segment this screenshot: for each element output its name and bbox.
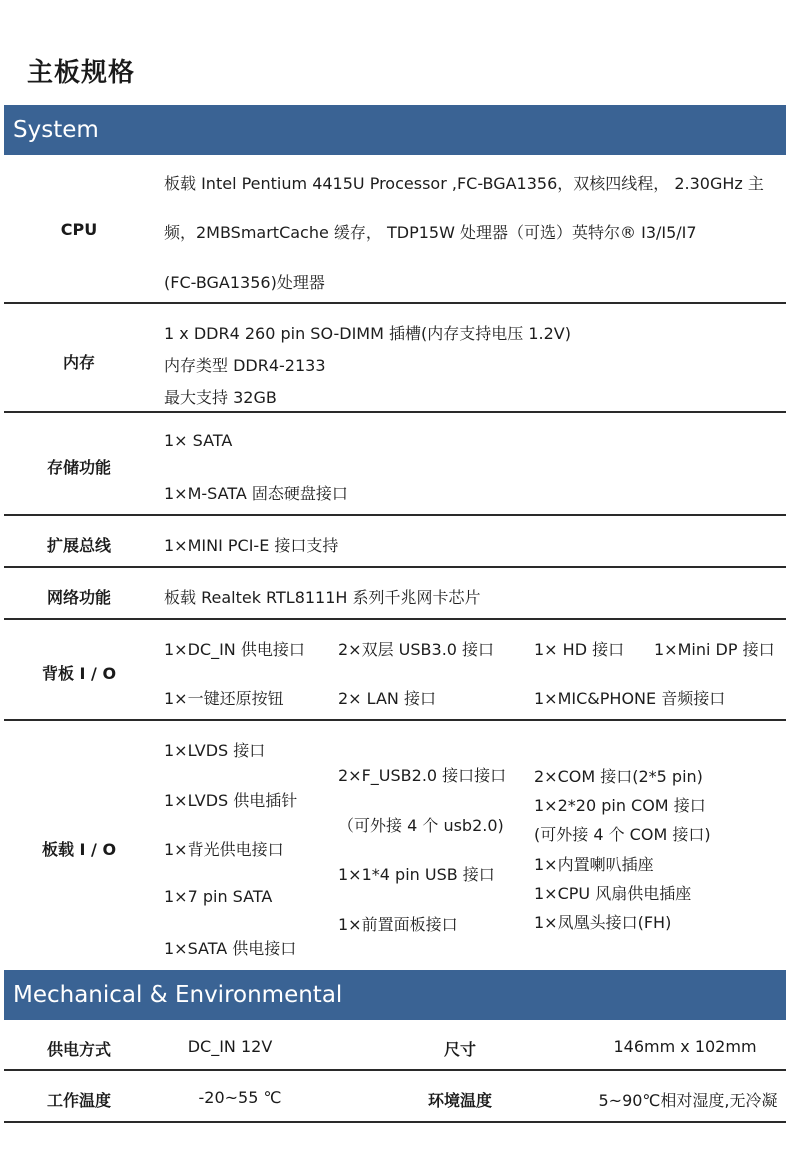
onboard-io-item: 1×LVDS 供电插针 bbox=[164, 791, 298, 810]
section-header-mechanical: Mechanical & Environmental bbox=[4, 970, 786, 1020]
page-title: 主板规格 bbox=[27, 58, 136, 88]
onboard-io-item: 2×F_USB2.0 接口接口 bbox=[338, 766, 507, 785]
row-divider bbox=[4, 411, 786, 413]
onboard-io-item: 1×背光供电接口 bbox=[164, 840, 284, 859]
rear-io-item: 1×一键还原按钮 bbox=[164, 689, 284, 708]
network-label: 网络功能 bbox=[46, 588, 111, 607]
row-divider bbox=[4, 618, 786, 620]
temp-label: 工作温度 bbox=[46, 1091, 111, 1110]
row-divider bbox=[4, 1069, 786, 1071]
storage-line: 1× SATA bbox=[164, 431, 233, 450]
onboard-io-item: (可外接 4 个 COM 接口) bbox=[534, 825, 711, 844]
temp-value: -20~55 ℃ bbox=[198, 1088, 282, 1107]
storage-label: 存储功能 bbox=[46, 458, 111, 477]
onboard-io-item: 1×CPU 风扇供电插座 bbox=[534, 884, 692, 903]
row-divider bbox=[4, 719, 786, 721]
power-value: DC_IN 12V bbox=[187, 1037, 273, 1056]
onboard-io-item: 2×COM 接口(2*5 pin) bbox=[534, 767, 703, 786]
section-header-system: System bbox=[4, 105, 786, 155]
memory-label: 内存 bbox=[62, 353, 95, 372]
onboard-io-item: 1×SATA 供电接口 bbox=[164, 939, 297, 958]
memory-line: 内存类型 DDR4-2133 bbox=[164, 356, 326, 375]
rear-io-item: 1×Mini DP 接口 bbox=[654, 640, 775, 659]
rear-io-label: 背板 I / O bbox=[41, 664, 117, 683]
memory-line: 1 x DDR4 260 pin SO-DIMM 插槽(内存支持电压 1.2V) bbox=[164, 324, 571, 343]
size-label: 尺寸 bbox=[443, 1040, 476, 1059]
storage-line: 1×M-SATA 固态硬盘接口 bbox=[164, 484, 348, 503]
expansion-label: 扩展总线 bbox=[46, 536, 111, 555]
onboard-io-item: 1×LVDS 接口 bbox=[164, 741, 266, 760]
onboard-io-item: 1×凤凰头接口(FH) bbox=[534, 913, 672, 932]
size-value: 146mm x 102mm bbox=[613, 1037, 757, 1056]
env-label: 环境温度 bbox=[427, 1091, 492, 1110]
power-label: 供电方式 bbox=[46, 1040, 111, 1059]
onboard-io-item: 1×内置喇叭插座 bbox=[534, 855, 654, 874]
expansion-line: 1×MINI PCI-E 接口支持 bbox=[164, 536, 339, 555]
cpu-line: (FC-BGA1356)处理器 bbox=[164, 273, 325, 292]
cpu-line: 频，2MBSmartCache 缓存， TDP15W 处理器（可选）英特尔® I3/I5/I7 bbox=[164, 223, 697, 242]
row-divider bbox=[4, 302, 786, 304]
memory-line: 最大支持 32GB bbox=[164, 388, 277, 407]
onboard-io-label: 板载 I / O bbox=[41, 840, 117, 859]
cpu-line: 板载 Intel Pentium 4415U Processor ,FC-BGA1356，双核四线程， 2.30GHz 主 bbox=[164, 174, 764, 193]
onboard-io-item: 1×2*20 pin COM 接口 bbox=[534, 796, 706, 815]
env-value: 5~90℃相对湿度,无冷凝 bbox=[598, 1091, 778, 1110]
onboard-io-item: 1×1*4 pin USB 接口 bbox=[338, 865, 495, 884]
rear-io-item: 2×双层 USB3.0 接口 bbox=[338, 640, 495, 659]
row-divider bbox=[4, 514, 786, 516]
rear-io-item: 1×MIC&PHONE 音频接口 bbox=[534, 689, 726, 708]
rear-io-item: 1×DC_IN 供电接口 bbox=[164, 640, 305, 659]
row-divider bbox=[4, 566, 786, 568]
network-line: 板载 Realtek RTL8111H 系列千兆网卡芯片 bbox=[164, 588, 481, 607]
rear-io-item: 2× LAN 接口 bbox=[338, 689, 436, 708]
row-divider bbox=[4, 1121, 786, 1123]
rear-io-item: 1× HD 接口 bbox=[534, 640, 625, 659]
onboard-io-item: 1×7 pin SATA bbox=[164, 887, 273, 906]
cpu-label: CPU bbox=[60, 220, 98, 239]
onboard-io-item: （可外接 4 个 usb2.0) bbox=[338, 816, 504, 835]
onboard-io-item: 1×前置面板接口 bbox=[338, 915, 458, 934]
